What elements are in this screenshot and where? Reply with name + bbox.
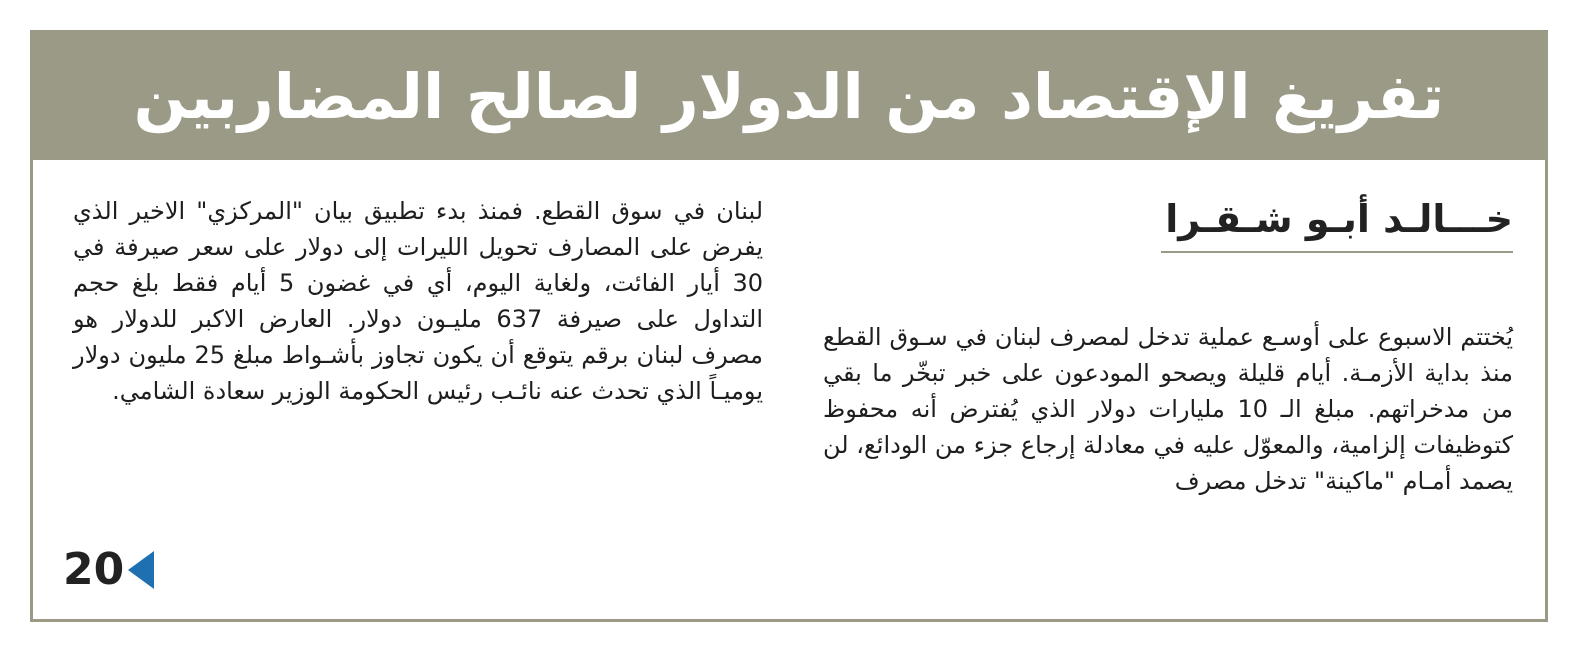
article-headline: تفريغ الإقتصاد من الدولار لصالح المضاربين	[133, 59, 1445, 133]
author-byline: خـــالـد أبـو شـقـرا	[1165, 197, 1513, 241]
left-column	[63, 193, 763, 613]
triangle-left-icon	[128, 551, 154, 589]
page-number: 20	[63, 544, 125, 595]
article-frame	[30, 30, 1548, 622]
body-text-column-left: لبنان في سوق القطع. فمنذ بدء تطبيق بيان "المركزي" الاخير الذي يفرض على المصارف تحويل الليرات إلى دولار على سعر صيرفة في 30 أيار الفائت، ولغاية اليوم، أي في غضون 5 أيام فقط بلغ حجم التداول على صيرفة 637 مليـون دولار. العارض الاكبر للدولار هو مصرف لبنان برقم يتوقع أن يكون تجاوز بأشـواط مبلغ 25 مليون دولار يوميـاً الذي تحدث عنه نائـب رئيس الحكومة الوزير سعادة الشامي.	[73, 197, 764, 405]
byline-divider	[1161, 251, 1513, 253]
page-number-block	[63, 544, 154, 595]
body-text-column-right: يُختتم الاسبوع على أوسـع عملية تدخل لمصرف لبنان في سـوق القطع منذ بداية الأزمـة. أيام قليلة ويصحو المودعون على خبر تبخّر ما بقي من مدخراتهم. مبلغ الـ 10 مليارات دولار الذي يُفترض أنه محفوظ كتوظيفات إلزامية، والمعوّل عليه في معادلة إرجاع جزء من الودائع، لن يصمد أمـام "ماكينة" تدخل مصرف	[823, 323, 1513, 495]
headline-band	[33, 33, 1545, 160]
right-column	[813, 193, 1513, 613]
